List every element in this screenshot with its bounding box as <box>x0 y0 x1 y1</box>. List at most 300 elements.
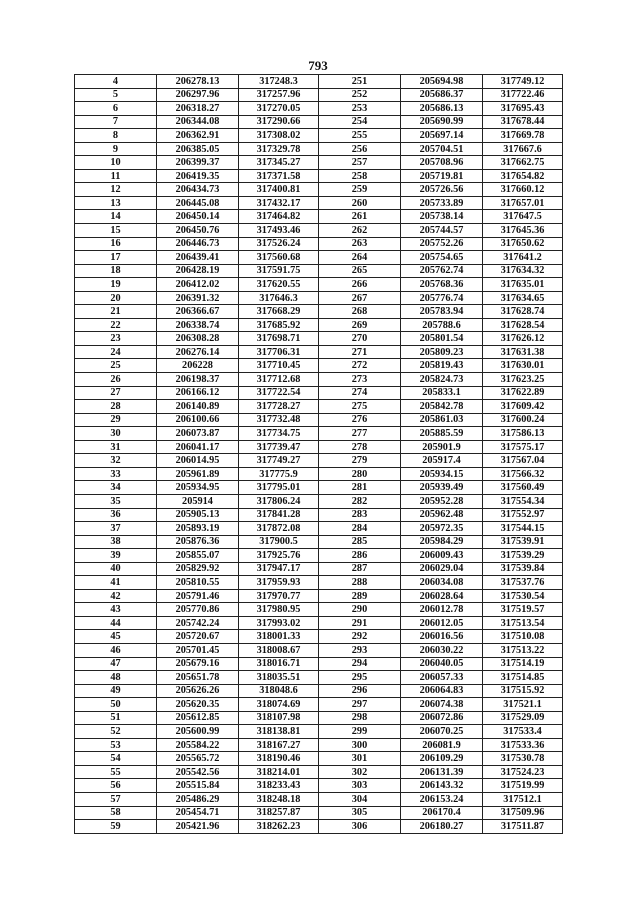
coordinates-table-body <box>75 75 563 834</box>
table-row <box>75 224 563 238</box>
table-row <box>75 711 563 725</box>
table-cell-y-coordinate: 317586.13 <box>483 427 563 441</box>
table-cell-point-number: 293 <box>319 643 401 657</box>
table-cell-point-number: 275 <box>319 400 401 414</box>
table-cell-point-number: 302 <box>319 765 401 779</box>
table-cell-y-coordinate: 317734.75 <box>239 427 319 441</box>
table-cell-point-number: 40 <box>75 562 157 576</box>
table-cell-y-coordinate: 318214.01 <box>239 765 319 779</box>
table-cell-y-coordinate: 317620.55 <box>239 278 319 292</box>
table-cell-point-number: 19 <box>75 278 157 292</box>
table-cell-x-coordinate: 205542.56 <box>157 765 239 779</box>
table-row <box>75 142 563 156</box>
table-cell-y-coordinate: 317530.78 <box>483 752 563 766</box>
table-cell-point-number: 305 <box>319 806 401 820</box>
table-cell-x-coordinate: 205720.67 <box>157 630 239 644</box>
table-cell-y-coordinate: 318074.69 <box>239 698 319 712</box>
table-cell-point-number: 31 <box>75 440 157 454</box>
table-cell-x-coordinate: 205972.35 <box>401 522 483 536</box>
table-row <box>75 725 563 739</box>
table-row <box>75 454 563 468</box>
table-cell-y-coordinate: 317628.74 <box>483 305 563 319</box>
table-row <box>75 616 563 630</box>
table-cell-x-coordinate: 206081.9 <box>401 738 483 752</box>
table-cell-y-coordinate: 317641.2 <box>483 251 563 265</box>
table-cell-y-coordinate: 318248.18 <box>239 792 319 806</box>
table-cell-point-number: 298 <box>319 711 401 725</box>
table-cell-x-coordinate: 205885.59 <box>401 427 483 441</box>
table-cell-y-coordinate: 317539.29 <box>483 549 563 563</box>
table-row <box>75 765 563 779</box>
table-cell-x-coordinate: 206014.95 <box>157 454 239 468</box>
table-cell-x-coordinate: 205612.85 <box>157 711 239 725</box>
table-cell-x-coordinate: 206399.37 <box>157 156 239 170</box>
table-cell-y-coordinate: 318262.23 <box>239 820 319 834</box>
table-cell-x-coordinate: 205893.19 <box>157 522 239 536</box>
table-cell-y-coordinate: 317539.84 <box>483 562 563 576</box>
table-cell-point-number: 304 <box>319 792 401 806</box>
table-cell-point-number: 36 <box>75 508 157 522</box>
table-cell-point-number: 9 <box>75 142 157 156</box>
table-cell-point-number: 38 <box>75 535 157 549</box>
table-row <box>75 386 563 400</box>
table-row <box>75 522 563 536</box>
table-cell-point-number: 46 <box>75 643 157 657</box>
table-cell-x-coordinate: 205934.95 <box>157 481 239 495</box>
table-cell-point-number: 274 <box>319 386 401 400</box>
table-cell-y-coordinate: 317521.1 <box>483 698 563 712</box>
table-cell-point-number: 26 <box>75 373 157 387</box>
table-cell-point-number: 55 <box>75 765 157 779</box>
table-cell-y-coordinate: 317669.78 <box>483 129 563 143</box>
table-cell-x-coordinate: 206446.73 <box>157 237 239 251</box>
table-cell-point-number: 53 <box>75 738 157 752</box>
table-cell-y-coordinate: 317511.87 <box>483 820 563 834</box>
table-cell-y-coordinate: 317732.48 <box>239 413 319 427</box>
table-cell-point-number: 11 <box>75 169 157 183</box>
table-cell-point-number: 262 <box>319 224 401 238</box>
table-cell-y-coordinate: 317530.54 <box>483 589 563 603</box>
table-cell-point-number: 261 <box>319 210 401 224</box>
table-cell-x-coordinate: 205791.46 <box>157 589 239 603</box>
table-row <box>75 738 563 752</box>
table-cell-x-coordinate: 206131.39 <box>401 765 483 779</box>
table-cell-y-coordinate: 317662.75 <box>483 156 563 170</box>
table-row <box>75 373 563 387</box>
table-cell-x-coordinate: 206434.73 <box>157 183 239 197</box>
table-cell-x-coordinate: 205962.48 <box>401 508 483 522</box>
table-cell-point-number: 288 <box>319 576 401 590</box>
table-row <box>75 603 563 617</box>
table-cell-y-coordinate: 317290.66 <box>239 115 319 129</box>
table-cell-point-number: 253 <box>319 102 401 116</box>
table-cell-y-coordinate: 317947.17 <box>239 562 319 576</box>
table-cell-point-number: 294 <box>319 657 401 671</box>
table-cell-x-coordinate: 206338.74 <box>157 318 239 332</box>
table-cell-x-coordinate: 206344.08 <box>157 115 239 129</box>
table-cell-x-coordinate: 206143.32 <box>401 779 483 793</box>
table-cell-point-number: 30 <box>75 427 157 441</box>
table-cell-y-coordinate: 317795.01 <box>239 481 319 495</box>
table-cell-x-coordinate: 205905.13 <box>157 508 239 522</box>
table-cell-x-coordinate: 205952.28 <box>401 494 483 508</box>
table-cell-x-coordinate: 205626.26 <box>157 684 239 698</box>
table-cell-y-coordinate: 317749.12 <box>483 75 563 89</box>
table-row <box>75 156 563 170</box>
table-cell-y-coordinate: 318001.33 <box>239 630 319 644</box>
table-cell-y-coordinate: 317654.82 <box>483 169 563 183</box>
table-cell-y-coordinate: 317980.95 <box>239 603 319 617</box>
table-cell-point-number: 5 <box>75 88 157 102</box>
table-cell-x-coordinate: 206362.91 <box>157 129 239 143</box>
table-cell-y-coordinate: 317698.71 <box>239 332 319 346</box>
table-cell-y-coordinate: 317513.54 <box>483 616 563 630</box>
table-cell-y-coordinate: 317667.6 <box>483 142 563 156</box>
table-cell-point-number: 21 <box>75 305 157 319</box>
table-cell-x-coordinate: 205733.89 <box>401 196 483 210</box>
page-number: 793 <box>308 58 328 73</box>
table-cell-y-coordinate: 317695.43 <box>483 102 563 116</box>
table-cell-x-coordinate: 206412.02 <box>157 278 239 292</box>
table-cell-y-coordinate: 317722.46 <box>483 88 563 102</box>
table-row <box>75 562 563 576</box>
table-cell-point-number: 50 <box>75 698 157 712</box>
table-cell-point-number: 271 <box>319 345 401 359</box>
table-cell-y-coordinate: 318035.51 <box>239 671 319 685</box>
table-cell-x-coordinate: 206153.24 <box>401 792 483 806</box>
table-row <box>75 88 563 102</box>
table-cell-x-coordinate: 205421.96 <box>157 820 239 834</box>
table-cell-x-coordinate: 206016.56 <box>401 630 483 644</box>
table-cell-point-number: 18 <box>75 264 157 278</box>
table-cell-point-number: 42 <box>75 589 157 603</box>
table-cell-x-coordinate: 206041.17 <box>157 440 239 454</box>
table-cell-y-coordinate: 317519.57 <box>483 603 563 617</box>
table-cell-y-coordinate: 317712.68 <box>239 373 319 387</box>
table-cell-y-coordinate: 317537.76 <box>483 576 563 590</box>
table-row <box>75 237 563 251</box>
table-row <box>75 129 563 143</box>
table-cell-y-coordinate: 317400.81 <box>239 183 319 197</box>
table-cell-y-coordinate: 317710.45 <box>239 359 319 373</box>
table-cell-y-coordinate: 317678.44 <box>483 115 563 129</box>
table-cell-x-coordinate: 205565.72 <box>157 752 239 766</box>
table-cell-point-number: 287 <box>319 562 401 576</box>
table-cell-y-coordinate: 317554.34 <box>483 494 563 508</box>
table-cell-point-number: 281 <box>319 481 401 495</box>
table-cell-x-coordinate: 206450.76 <box>157 224 239 238</box>
table-cell-x-coordinate: 205515.84 <box>157 779 239 793</box>
table-cell-y-coordinate: 318233.43 <box>239 779 319 793</box>
table-cell-y-coordinate: 317560.68 <box>239 251 319 265</box>
table-cell-y-coordinate: 317900.5 <box>239 535 319 549</box>
table-cell-x-coordinate: 206428.19 <box>157 264 239 278</box>
table-cell-y-coordinate: 317872.08 <box>239 522 319 536</box>
table-cell-x-coordinate: 205861.03 <box>401 413 483 427</box>
table-row <box>75 115 563 129</box>
table-cell-y-coordinate: 317512.1 <box>483 792 563 806</box>
table-cell-point-number: 278 <box>319 440 401 454</box>
table-cell-y-coordinate: 317660.12 <box>483 183 563 197</box>
table-cell-point-number: 256 <box>319 142 401 156</box>
table-cell-point-number: 33 <box>75 467 157 481</box>
table-cell-point-number: 276 <box>319 413 401 427</box>
table-row <box>75 792 563 806</box>
table-cell-x-coordinate: 205917.4 <box>401 454 483 468</box>
table-cell-y-coordinate: 317533.36 <box>483 738 563 752</box>
table-cell-x-coordinate: 205770.86 <box>157 603 239 617</box>
table-cell-x-coordinate: 206100.66 <box>157 413 239 427</box>
table-row <box>75 576 563 590</box>
table-row <box>75 264 563 278</box>
table-cell-x-coordinate: 206140.89 <box>157 400 239 414</box>
table-cell-y-coordinate: 317514.85 <box>483 671 563 685</box>
table-cell-point-number: 259 <box>319 183 401 197</box>
table-cell-y-coordinate: 317841.28 <box>239 508 319 522</box>
table-cell-point-number: 270 <box>319 332 401 346</box>
table-cell-point-number: 296 <box>319 684 401 698</box>
table-cell-x-coordinate: 205744.57 <box>401 224 483 238</box>
table-row <box>75 508 563 522</box>
table-cell-point-number: 263 <box>319 237 401 251</box>
table-cell-y-coordinate: 317600.24 <box>483 413 563 427</box>
table-cell-x-coordinate: 206040.05 <box>401 657 483 671</box>
coordinates-table <box>74 74 563 834</box>
table-cell-x-coordinate: 205914 <box>157 494 239 508</box>
table-cell-y-coordinate: 317775.9 <box>239 467 319 481</box>
table-cell-y-coordinate: 318008.67 <box>239 643 319 657</box>
table-cell-x-coordinate: 206278.13 <box>157 75 239 89</box>
table-cell-x-coordinate: 206109.29 <box>401 752 483 766</box>
table-cell-y-coordinate: 317432.17 <box>239 196 319 210</box>
table-cell-y-coordinate: 318257.87 <box>239 806 319 820</box>
table-cell-y-coordinate: 317970.77 <box>239 589 319 603</box>
table-cell-point-number: 301 <box>319 752 401 766</box>
table-cell-y-coordinate: 318016.71 <box>239 657 319 671</box>
table-cell-point-number: 266 <box>319 278 401 292</box>
table-cell-x-coordinate: 206073.87 <box>157 427 239 441</box>
table-cell-point-number: 285 <box>319 535 401 549</box>
table-row <box>75 102 563 116</box>
table-cell-x-coordinate: 205768.36 <box>401 278 483 292</box>
table-cell-y-coordinate: 317566.32 <box>483 467 563 481</box>
table-cell-x-coordinate: 205719.81 <box>401 169 483 183</box>
table-cell-x-coordinate: 205809.23 <box>401 345 483 359</box>
table-cell-y-coordinate: 317248.3 <box>239 75 319 89</box>
table-cell-point-number: 257 <box>319 156 401 170</box>
table-cell-x-coordinate: 206439.41 <box>157 251 239 265</box>
table-cell-x-coordinate: 205984.29 <box>401 535 483 549</box>
table-row <box>75 345 563 359</box>
table-cell-point-number: 299 <box>319 725 401 739</box>
table-cell-x-coordinate: 205690.99 <box>401 115 483 129</box>
table-cell-x-coordinate: 205701.45 <box>157 643 239 657</box>
table-cell-x-coordinate: 206072.86 <box>401 711 483 725</box>
table-cell-y-coordinate: 317630.01 <box>483 359 563 373</box>
table-cell-y-coordinate: 317925.76 <box>239 549 319 563</box>
table-cell-point-number: 283 <box>319 508 401 522</box>
table-cell-point-number: 269 <box>319 318 401 332</box>
table-cell-x-coordinate: 206366.67 <box>157 305 239 319</box>
table-cell-x-coordinate: 205726.56 <box>401 183 483 197</box>
table-cell-x-coordinate: 205752.26 <box>401 237 483 251</box>
table-cell-x-coordinate: 206419.35 <box>157 169 239 183</box>
table-cell-y-coordinate: 317371.58 <box>239 169 319 183</box>
table-cell-point-number: 6 <box>75 102 157 116</box>
table-cell-y-coordinate: 317524.23 <box>483 765 563 779</box>
table-cell-x-coordinate: 205454.71 <box>157 806 239 820</box>
table-cell-point-number: 297 <box>319 698 401 712</box>
table-cell-point-number: 291 <box>319 616 401 630</box>
table-cell-x-coordinate: 205762.74 <box>401 264 483 278</box>
table-cell-x-coordinate: 205876.36 <box>157 535 239 549</box>
table-cell-x-coordinate: 206034.08 <box>401 576 483 590</box>
table-row <box>75 359 563 373</box>
table-cell-y-coordinate: 317706.31 <box>239 345 319 359</box>
table-cell-y-coordinate: 317685.92 <box>239 318 319 332</box>
table-cell-x-coordinate: 205824.73 <box>401 373 483 387</box>
table-cell-y-coordinate: 317509.96 <box>483 806 563 820</box>
table-cell-y-coordinate: 317591.75 <box>239 264 319 278</box>
table-cell-x-coordinate: 205788.6 <box>401 318 483 332</box>
table-row <box>75 183 563 197</box>
table-cell-x-coordinate: 205961.89 <box>157 467 239 481</box>
table-cell-x-coordinate: 205810.55 <box>157 576 239 590</box>
table-cell-y-coordinate: 317515.92 <box>483 684 563 698</box>
table-cell-y-coordinate: 317657.01 <box>483 196 563 210</box>
table-cell-x-coordinate: 205704.51 <box>401 142 483 156</box>
table-cell-y-coordinate: 317514.19 <box>483 657 563 671</box>
table-cell-point-number: 58 <box>75 806 157 820</box>
table-cell-x-coordinate: 205708.96 <box>401 156 483 170</box>
table-cell-y-coordinate: 317257.96 <box>239 88 319 102</box>
table-cell-y-coordinate: 317806.24 <box>239 494 319 508</box>
table-cell-x-coordinate: 205783.94 <box>401 305 483 319</box>
table-cell-y-coordinate: 317626.12 <box>483 332 563 346</box>
table-cell-point-number: 282 <box>319 494 401 508</box>
table-cell-x-coordinate: 206180.27 <box>401 820 483 834</box>
table-row <box>75 332 563 346</box>
table-cell-x-coordinate: 205754.65 <box>401 251 483 265</box>
table-cell-point-number: 252 <box>319 88 401 102</box>
table-row <box>75 467 563 481</box>
table-cell-point-number: 286 <box>319 549 401 563</box>
table-cell-x-coordinate: 206009.43 <box>401 549 483 563</box>
table-cell-x-coordinate: 206074.38 <box>401 698 483 712</box>
table-cell-point-number: 35 <box>75 494 157 508</box>
table-cell-point-number: 289 <box>319 589 401 603</box>
table-cell-point-number: 15 <box>75 224 157 238</box>
table-cell-x-coordinate: 205620.35 <box>157 698 239 712</box>
table-cell-point-number: 47 <box>75 657 157 671</box>
table-cell-x-coordinate: 206297.96 <box>157 88 239 102</box>
table-cell-point-number: 44 <box>75 616 157 630</box>
table-row <box>75 657 563 671</box>
table-cell-y-coordinate: 317722.54 <box>239 386 319 400</box>
table-cell-y-coordinate: 317329.78 <box>239 142 319 156</box>
table-cell-x-coordinate: 205819.43 <box>401 359 483 373</box>
table-row <box>75 698 563 712</box>
table-cell-point-number: 24 <box>75 345 157 359</box>
table-row <box>75 75 563 89</box>
table-cell-point-number: 4 <box>75 75 157 89</box>
table-cell-point-number: 29 <box>75 413 157 427</box>
table-cell-y-coordinate: 317533.4 <box>483 725 563 739</box>
table-cell-point-number: 10 <box>75 156 157 170</box>
table-cell-point-number: 14 <box>75 210 157 224</box>
table-cell-x-coordinate: 206028.64 <box>401 589 483 603</box>
table-cell-x-coordinate: 206166.12 <box>157 386 239 400</box>
table-cell-point-number: 12 <box>75 183 157 197</box>
table-cell-x-coordinate: 206385.05 <box>157 142 239 156</box>
table-cell-point-number: 51 <box>75 711 157 725</box>
table-cell-y-coordinate: 317623.25 <box>483 373 563 387</box>
table-cell-x-coordinate: 205901.9 <box>401 440 483 454</box>
table-cell-x-coordinate: 205742.24 <box>157 616 239 630</box>
table-cell-y-coordinate: 317628.54 <box>483 318 563 332</box>
table-cell-point-number: 17 <box>75 251 157 265</box>
table-cell-y-coordinate: 317634.65 <box>483 291 563 305</box>
table-cell-point-number: 56 <box>75 779 157 793</box>
table-cell-point-number: 279 <box>319 454 401 468</box>
table-cell-y-coordinate: 317645.36 <box>483 224 563 238</box>
table-cell-x-coordinate: 206276.14 <box>157 345 239 359</box>
table-cell-point-number: 254 <box>319 115 401 129</box>
table-cell-point-number: 260 <box>319 196 401 210</box>
table-cell-y-coordinate: 317513.22 <box>483 643 563 657</box>
table-cell-point-number: 273 <box>319 373 401 387</box>
table-cell-point-number: 284 <box>319 522 401 536</box>
table-cell-y-coordinate: 317552.97 <box>483 508 563 522</box>
table-cell-x-coordinate: 205934.15 <box>401 467 483 481</box>
table-cell-y-coordinate: 317646.3 <box>239 291 319 305</box>
table-cell-y-coordinate: 317526.24 <box>239 237 319 251</box>
table-row <box>75 820 563 834</box>
table-cell-point-number: 25 <box>75 359 157 373</box>
table-row <box>75 427 563 441</box>
table-row <box>75 291 563 305</box>
table-cell-y-coordinate: 317622.89 <box>483 386 563 400</box>
table-cell-y-coordinate: 317345.27 <box>239 156 319 170</box>
table-cell-y-coordinate: 318107.98 <box>239 711 319 725</box>
table-cell-y-coordinate: 317668.29 <box>239 305 319 319</box>
table-cell-x-coordinate: 205694.98 <box>401 75 483 89</box>
table-cell-x-coordinate: 206070.25 <box>401 725 483 739</box>
table-cell-point-number: 59 <box>75 820 157 834</box>
table-cell-point-number: 34 <box>75 481 157 495</box>
table-cell-x-coordinate: 205686.37 <box>401 88 483 102</box>
table-cell-x-coordinate: 205776.74 <box>401 291 483 305</box>
table-cell-y-coordinate: 317567.04 <box>483 454 563 468</box>
table-row <box>75 806 563 820</box>
table-cell-point-number: 303 <box>319 779 401 793</box>
table-row <box>75 535 563 549</box>
table-row <box>75 779 563 793</box>
table-cell-point-number: 265 <box>319 264 401 278</box>
table-cell-y-coordinate: 317647.5 <box>483 210 563 224</box>
table-cell-x-coordinate: 206228 <box>157 359 239 373</box>
table-cell-x-coordinate: 206318.27 <box>157 102 239 116</box>
table-row <box>75 494 563 508</box>
table-cell-point-number: 264 <box>319 251 401 265</box>
table-cell-x-coordinate: 205855.07 <box>157 549 239 563</box>
table-cell-point-number: 280 <box>319 467 401 481</box>
table-cell-x-coordinate: 205842.78 <box>401 400 483 414</box>
table-cell-y-coordinate: 317519.99 <box>483 779 563 793</box>
table-row <box>75 196 563 210</box>
table-cell-point-number: 277 <box>319 427 401 441</box>
table-cell-point-number: 20 <box>75 291 157 305</box>
